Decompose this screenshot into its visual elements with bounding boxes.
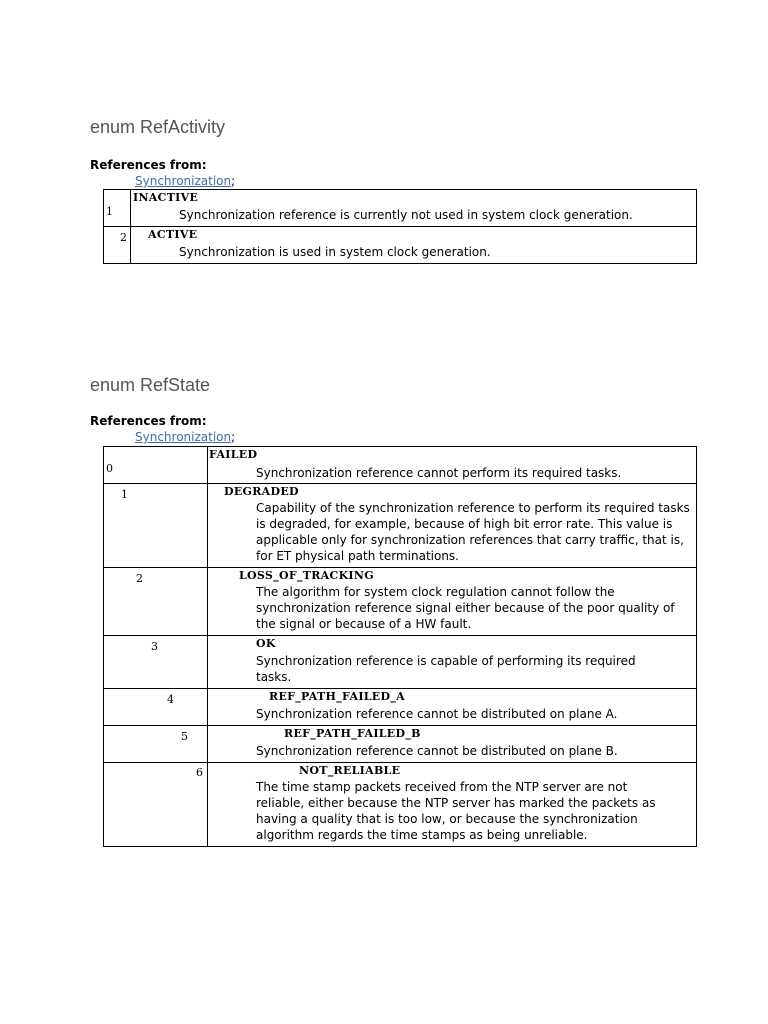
row-number: 0: [106, 462, 113, 475]
row-content-cell: [208, 689, 697, 726]
enum-value-description: Synchronization reference cannot be distributed on plane B.: [256, 744, 618, 758]
table-row: [104, 190, 697, 227]
row-content-cell: [131, 227, 697, 264]
enum-value-name: INACTIVE: [133, 191, 199, 204]
row-number-cell: [104, 447, 208, 484]
row-number-cell: [104, 190, 131, 227]
row-number-cell: [104, 484, 208, 568]
enum-value-name: REF_PATH_FAILED_A: [269, 690, 405, 703]
row-number: 5: [181, 730, 188, 743]
references-label: References from:: [90, 158, 207, 172]
row-number-cell: [104, 636, 208, 689]
references-label: References from:: [90, 414, 207, 428]
row-content-cell: [208, 763, 697, 847]
row-content-cell: [131, 190, 697, 227]
row-content-cell: [208, 726, 697, 763]
table-row: [104, 689, 697, 726]
enum-value-name: NOT_RELIABLE: [299, 764, 401, 777]
row-number-cell: [104, 568, 208, 636]
row-number-cell: [104, 227, 131, 264]
enum-value-name: DEGRADED: [224, 485, 299, 498]
synchronization-link[interactable]: Synchronization: [135, 430, 232, 444]
row-number-cell: [104, 763, 208, 847]
synchronization-link[interactable]: Synchronization: [135, 174, 232, 188]
row-number: 1: [106, 205, 113, 218]
row-number: 4: [167, 693, 174, 706]
enum-value-name: REF_PATH_FAILED_B: [284, 727, 421, 740]
enum-value-name: LOSS_OF_TRACKING: [239, 569, 374, 582]
reference-suffix: ;: [231, 174, 236, 188]
section-title-refactivity: enum RefActivity: [90, 117, 226, 137]
refactivity-table: [103, 189, 697, 264]
row-number: 2: [120, 231, 127, 244]
enum-value-name: OK: [256, 637, 276, 650]
table-row: [104, 763, 697, 847]
row-number: 1: [121, 488, 128, 501]
row-content-cell: [208, 484, 697, 568]
enum-value-description: The algorithm for system clock regulation cannot follow the synchronization reference signal either because of the poor quality of the signal or because of a HW fault.: [256, 585, 675, 631]
enum-value-description: Synchronization reference cannot perform its required tasks.: [256, 466, 622, 480]
enum-value-name: FAILED: [209, 448, 258, 461]
enum-value-name: ACTIVE: [148, 228, 198, 241]
table-row: [104, 484, 697, 568]
row-content-cell: [208, 636, 697, 689]
section-title-refstate: enum RefState: [90, 375, 211, 395]
row-number: 2: [136, 572, 143, 585]
row-content-cell: [208, 447, 697, 484]
reference-line: [135, 430, 235, 444]
enum-value-description: Synchronization reference is capable of performing its required tasks.: [256, 654, 636, 684]
row-number: 3: [151, 640, 158, 653]
row-content-cell: [208, 568, 697, 636]
table-row: [104, 636, 697, 689]
row-number-cell: [104, 689, 208, 726]
row-number: 6: [196, 766, 203, 779]
table-row: [104, 227, 697, 264]
row-number-cell: [104, 726, 208, 763]
reference-line: [135, 174, 235, 188]
table-row: [104, 568, 697, 636]
enum-value-description: Synchronization reference cannot be distributed on plane A.: [256, 707, 618, 721]
reference-suffix: ;: [231, 430, 236, 444]
enum-value-description: Synchronization is used in system clock generation.: [179, 245, 491, 259]
enum-value-description: Synchronization reference is currently not used in system clock generation.: [179, 208, 633, 222]
enum-value-description: Capability of the synchronization reference to perform its required tasks is degraded, for example, because of high bit error rate. This value is applicable only for synchronization references that carry traffic, that is, for ET physical path terminations.: [256, 501, 690, 563]
refstate-table: [103, 446, 697, 847]
enum-value-description: The time stamp packets received from the NTP server are not reliable, either because the NTP server has marked the packets as having a quality that is too low, or because the synchronization algorithm regards the time stamps as being unreliable.: [256, 780, 656, 842]
table-row: [104, 447, 697, 484]
table-row: [104, 726, 697, 763]
